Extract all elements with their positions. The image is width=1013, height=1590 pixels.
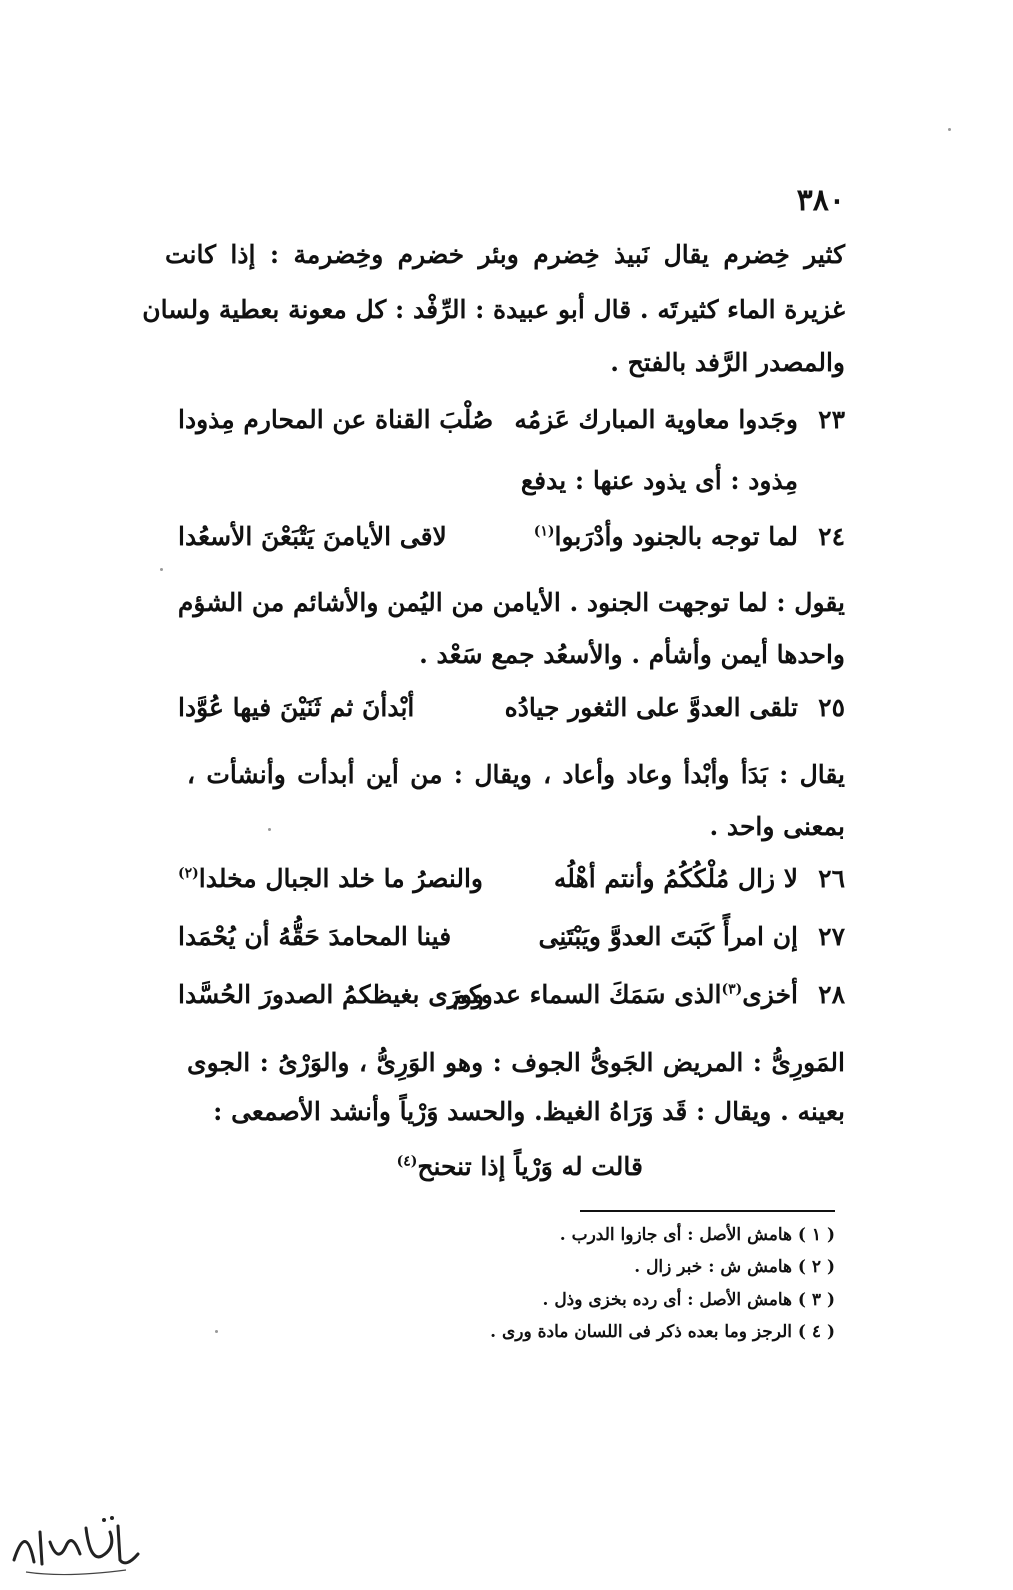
prose-line: بمعنى واحد . (709, 812, 845, 841)
footnote (542, 1290, 835, 1310)
footnote-number: ( ٢ ) (797, 1257, 835, 1277)
footnote-text: هامش الأصل : أى رده بخزى وذل . (542, 1290, 792, 1310)
quote-line (397, 1152, 643, 1181)
verse-number: ٢٧ (818, 922, 845, 951)
prose-line: كثير خِضرم يقال نَبيذ خِضرم وبئر خضرم وخِضرمة : إذا كانت (165, 240, 845, 269)
hemistich-text: لما توجه بالجنود وأدْرَبوا (554, 522, 798, 551)
prose-line: والمصدر الرَّفد بالفتح . (610, 348, 845, 377)
hemistich-text: أخزى (742, 980, 798, 1009)
verse-first-hemistich (534, 522, 798, 551)
verse-second-hemistich (178, 864, 483, 893)
footnote-rule (580, 1210, 835, 1212)
footnote-number: ( ٤ ) (797, 1322, 835, 1342)
hemistich-text: الذى سَمَكَ السماء عدوكم (452, 980, 722, 1009)
verse-second-hemistich: وورَى بغيظكمُ الصدورَ الحُسَّدا (178, 980, 484, 1009)
footnote-text: هامش الأصل : أى جازوا الدرب . (559, 1225, 792, 1245)
prose-line: يقول : لما توجهت الجنود . الأيامن من اليُمن والأشائم من الشؤم (177, 588, 845, 617)
verse-second-hemistich: صُلْبَ القناة عن المحارم مِذودا (178, 405, 494, 434)
hemistich-text: والنصرُ ما خلد الجبال مخلدا (198, 864, 484, 893)
scan-speck (268, 828, 271, 831)
scan-speck (948, 128, 951, 131)
footnote (490, 1322, 835, 1342)
scan-speck (215, 1330, 218, 1333)
footnote-number: ( ١ ) (797, 1225, 835, 1245)
footnote-number: ( ٣ ) (797, 1290, 835, 1310)
verse-second-hemistich: أبْدأنَ ثم ثَنَيْنَ فيها عُوَّدا (178, 693, 415, 722)
prose-line: واحدها أيمن وأشأم . والأسعُد جمع سَعْد . (419, 640, 845, 669)
calligraphy-stamp-logo (6, 1502, 146, 1582)
footnote-text: هامش ش : خبر زال . (634, 1257, 792, 1277)
quote-text: قالت له وَرْياً إذا تنحنح (417, 1152, 643, 1181)
verse-first-hemistich: لا زال مُلْكُكُمُ وأنتم أهْلُه (553, 864, 798, 893)
page-number: ٣٨٠ (796, 183, 845, 218)
verse-number: ٢٥ (818, 693, 845, 722)
verse-second-hemistich: فينا المحامدَ حَقُّهُ أن يُحْمَدا (178, 922, 452, 951)
footnote-ref: (٣) (721, 981, 743, 998)
verse-first-hemistich: إن امرأً كَبَتَ العدوَّ ويَبْتَنِى (538, 922, 798, 951)
verse-number: ٢٣ (818, 405, 845, 434)
verse-number: ٢٤ (818, 522, 845, 551)
footnote-text: الرجز وما بعده ذكر فى اللسان مادة ورى . (490, 1322, 792, 1342)
footnote-ref: (٤) (396, 1153, 418, 1170)
verse-number: ٢٦ (818, 864, 845, 893)
verse-second-hemistich: لاقى الأيامنَ يَتْبَعْنَ الأسعُدا (178, 522, 447, 551)
verse-first-hemistich (452, 980, 798, 1009)
footnote-ref: (٢) (178, 865, 199, 882)
gloss-line: مِذود : أى يذود عنها : يدفع (520, 466, 798, 495)
footnote (560, 1225, 835, 1245)
scan-speck (160, 568, 163, 571)
footnote-ref: (١) (533, 523, 555, 540)
verse-number: ٢٨ (818, 980, 845, 1009)
prose-line: يقال : بَدَأ وأبْدأ وعاد وأعاد ، ويقال : من أين أبدأت وأنشأت ، (187, 760, 845, 789)
prose-line: غزيرة الماء كثيرتَه . قال أبو عبيدة : الرِّفْد : كل معونة بعطية ولسان (142, 295, 845, 324)
verse-first-hemistich: وجَدوا معاوية المبارك عَزمُه (514, 405, 798, 434)
verse-first-hemistich: تلقى العدوَّ على الثغور جيادُه (504, 693, 798, 722)
prose-line: المَورِىُّ : المريض الجَوىُّ الجوف : وهو الوَرِىُّ ، والوَرْىُ : الجوى (187, 1048, 845, 1077)
prose-line: بعينه . ويقال : قَد وَرَاهُ الغيظ. والحسد وَرْياً وأنشد الأصمعى : (213, 1097, 845, 1126)
footnote (634, 1257, 835, 1277)
